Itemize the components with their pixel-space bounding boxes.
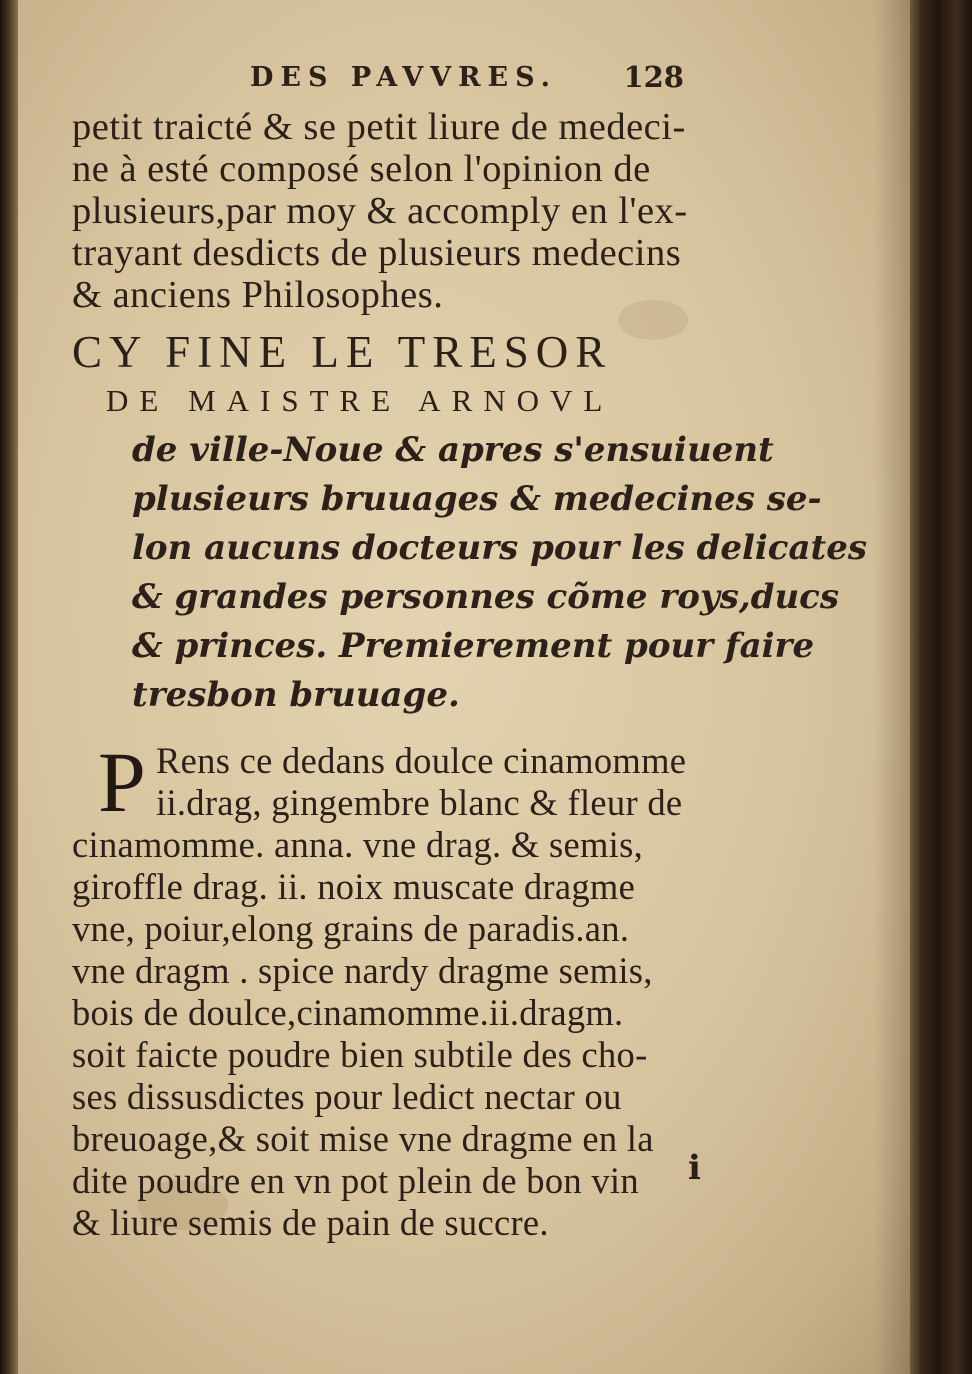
text-line: Rens ce dedans doulce cinamomme	[156, 740, 687, 781]
page-number: 128	[623, 60, 684, 94]
text-line: dite poudre en vn pot plein de bon vin	[72, 1160, 639, 1201]
page-gutter-shadow	[874, 0, 914, 1374]
page-header	[72, 58, 684, 106]
text-line: petit traicté & se petit liure de medeci-	[72, 106, 686, 148]
italic-line: tresbon bruuage.	[132, 675, 460, 715]
text-line: giroffle drag. ii. noix muscate dragme	[72, 866, 636, 907]
text-line: vne, poiur,elong grains de paradis.an.	[72, 908, 630, 949]
running-head: DES PAVVRES.	[250, 62, 558, 93]
text-line: soit faicte poudre bien subtile des cho-	[72, 1034, 648, 1075]
book-right-edge	[910, 0, 972, 1374]
italic-line: de ville-Noue & apres s'ensuiuent	[132, 430, 774, 470]
intro-paragraph	[72, 106, 688, 316]
text-block	[72, 58, 868, 1244]
drop-capital: P	[98, 734, 146, 830]
text-line: cinamomme. anna. vne drag. & semis,	[72, 824, 644, 865]
text-line: breuoage,& soit mise vne dragme en la	[72, 1118, 654, 1159]
text-line: bois de doulce,cinamomme.ii.dragm.	[72, 992, 624, 1033]
italic-title-block	[72, 426, 868, 720]
recipe-paragraph	[72, 734, 687, 1244]
text-line: vne dragm . spice nardy dragme semis,	[72, 950, 653, 991]
italic-line: & princes. Premierement pour faire	[132, 626, 815, 666]
catchword: i	[688, 1148, 701, 1188]
section-subheading: DE MAISTRE ARNOVL	[106, 383, 614, 418]
section-heading: CY FINE LE TRESOR	[72, 327, 613, 377]
text-line: trayant desdicts de plusieurs medecins	[72, 232, 682, 274]
text-line: & anciens Philosophes.	[72, 274, 444, 316]
italic-line: plusieurs bruuages & medecines se-	[132, 479, 822, 519]
text-line: plusieurs,par moy & accomply en l'ex-	[72, 190, 688, 232]
text-line: ses dissusdictes pour ledict nectar ou	[72, 1076, 622, 1117]
italic-line: lon aucuns docteurs pour les delicates	[132, 528, 868, 568]
text-line: ii.drag, gingembre blanc & fleur de	[156, 782, 683, 823]
text-line: & liure semis de pain de succre.	[72, 1202, 549, 1243]
text-line: ne à esté composé selon l'opinion de	[72, 148, 651, 190]
italic-line: & grandes personnes cõme roys,ducs	[132, 577, 840, 617]
